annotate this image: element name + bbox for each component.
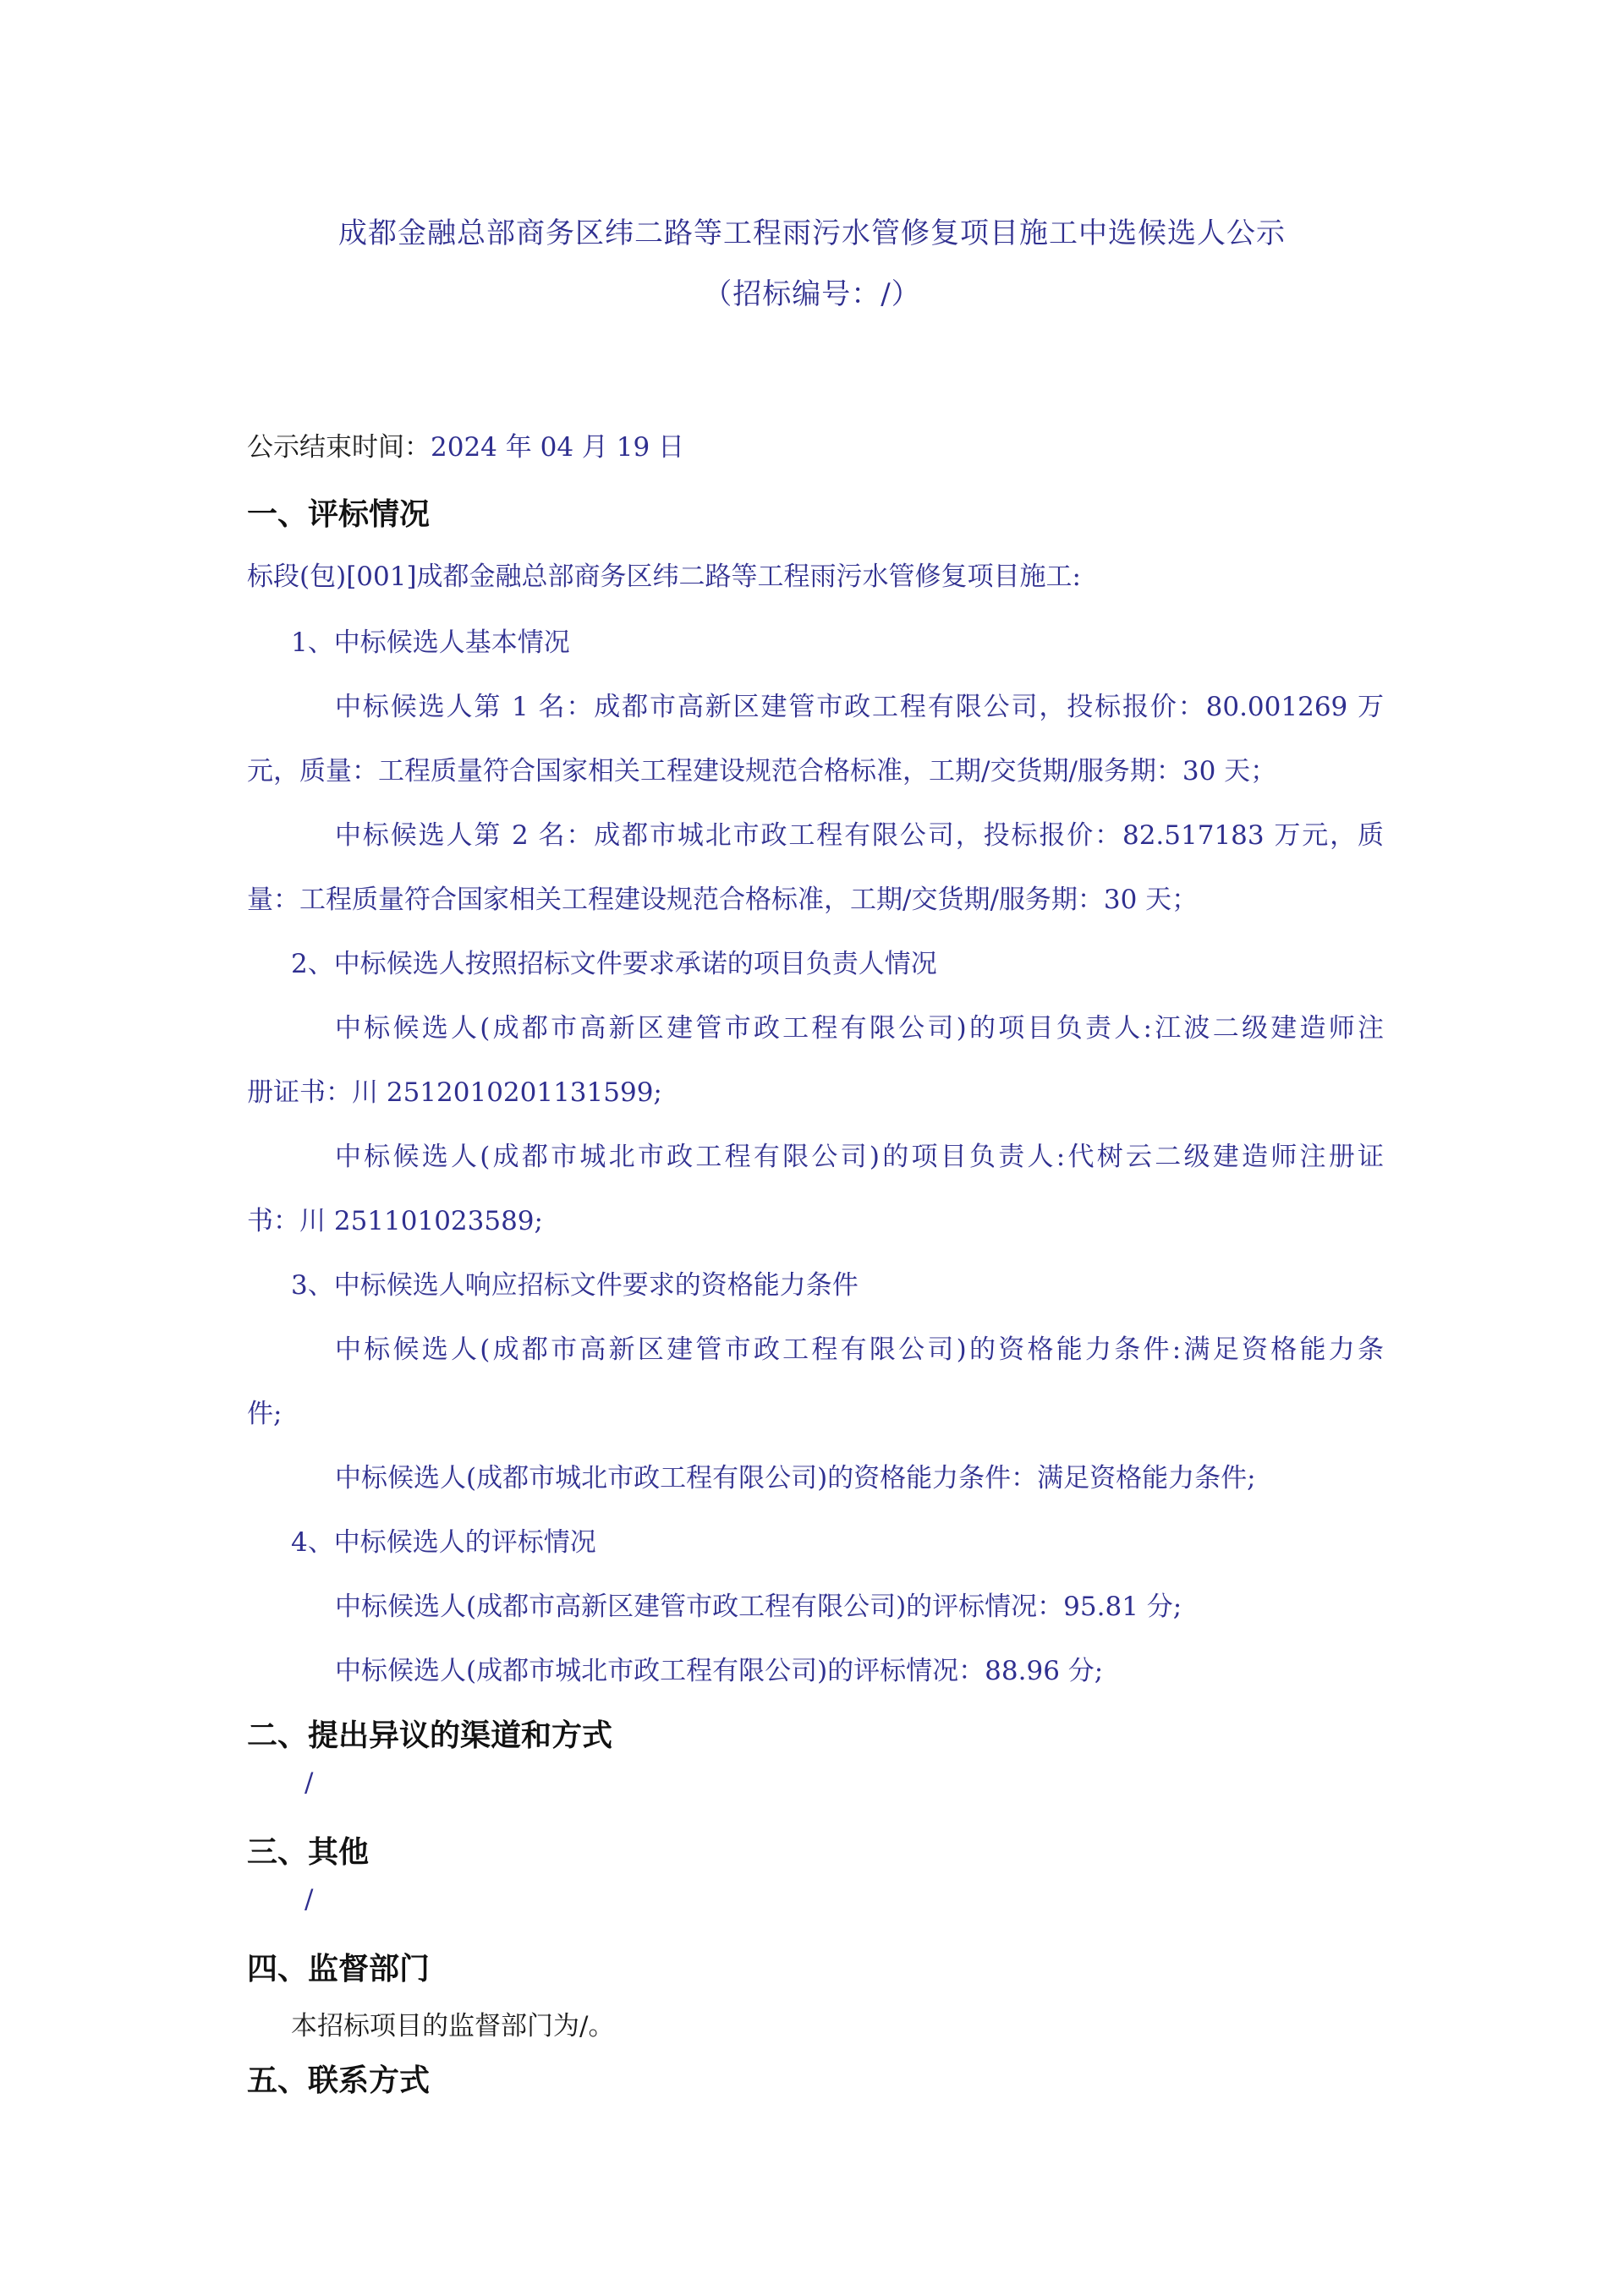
sub4-heading: 4、中标候选人的评标情况 (291, 1527, 596, 1558)
end-time-row (247, 425, 684, 463)
end-time-value: 2024 年 04 月 19 日 (431, 432, 685, 463)
section4-content: 本招标项目的监督部门为/。 (291, 2011, 615, 2041)
sub3-heading: 3、中标候选人响应招标文件要求的资格能力条件 (291, 1270, 859, 1301)
manager2-line2: 书：川 251101023589; (247, 1206, 543, 1236)
candidate1-line1: 中标候选人第 1 名：成都市高新区建管市政工程有限公司，投标报价：80.001269 万 (335, 692, 1384, 722)
package-line: 标段(包)[001]成都金融总部商务区纬二路等工程雨污水管修复项目施工: (247, 562, 1081, 592)
section3-content: / (304, 1884, 314, 1915)
page-subtitle: （招标编号：/） (703, 277, 921, 311)
section5-heading: 五、联系方式 (247, 2063, 431, 2098)
sub2-heading: 2、中标候选人按照招标文件要求承诺的项目负责人情况 (291, 949, 937, 979)
section3-heading: 三、其他 (247, 1834, 370, 1870)
manager2-line1: 中标候选人(成都市城北市政工程有限公司)的项目负责人:代树云二级建造师注册证 (335, 1142, 1384, 1172)
manager1-line2: 册证书：川 2512010201131599; (247, 1077, 662, 1108)
manager1-line1: 中标候选人(成都市高新区建管市政工程有限公司)的项目负责人:江波二级建造师注 (335, 1013, 1384, 1044)
section1-heading: 一、评标情况 (247, 496, 431, 532)
sub1-heading: 1、中标候选人基本情况 (291, 627, 570, 658)
qualification2-line: 中标候选人(成都市城北市政工程有限公司)的资格能力条件：满足资格能力条件; (335, 1463, 1256, 1493)
qualification1-line1: 中标候选人(成都市高新区建管市政工程有限公司)的资格能力条件:满足资格能力条 (335, 1334, 1384, 1365)
candidate2-line2: 量：工程质量符合国家相关工程建设规范合格标准，工期/交货期/服务期：30 天； (247, 885, 1199, 915)
end-time-label: 公示结束时间： (247, 432, 431, 463)
candidate1-line2: 元，质量：工程质量符合国家相关工程建设规范合格标准，工期/交货期/服务期：30 天； (247, 756, 1277, 786)
evaluation2-line: 中标候选人(成都市城北市政工程有限公司)的评标情况：88.96 分; (335, 1656, 1104, 1686)
candidate2-line1: 中标候选人第 2 名：成都市城北市政工程有限公司，投标报价：82.517183 万元，质 (335, 820, 1384, 851)
qualification1-line2: 件; (247, 1399, 283, 1429)
section2-heading: 二、提出异议的渠道和方式 (247, 1718, 613, 1753)
section2-content: / (304, 1767, 314, 1798)
section4-heading: 四、监督部门 (247, 1951, 431, 1986)
page-title: 成都金融总部商务区纬二路等工程雨污水管修复项目施工中选候选人公示 (338, 216, 1286, 250)
evaluation1-line: 中标候选人(成都市高新区建管市政工程有限公司)的评标情况：95.81 分; (335, 1592, 1182, 1622)
